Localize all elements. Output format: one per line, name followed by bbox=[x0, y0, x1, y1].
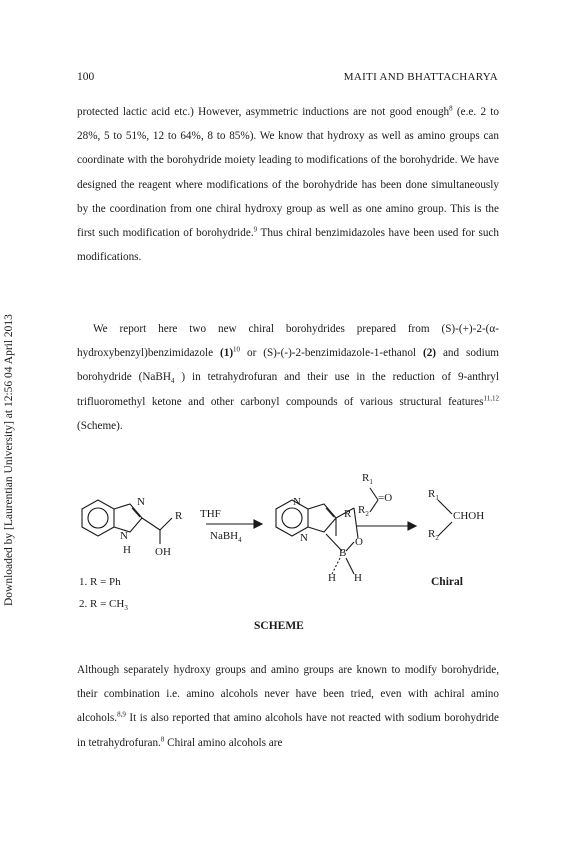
reagent-text: NaBH bbox=[210, 530, 239, 542]
aromatic-circle-right bbox=[282, 508, 302, 528]
atom-n2: N bbox=[293, 496, 301, 508]
text-run: Thus chiral benzimidazoles have been used for such modifications. bbox=[77, 227, 499, 264]
boron-h1: H bbox=[328, 572, 336, 584]
product-r1 bbox=[428, 488, 439, 503]
subscript: 1 bbox=[435, 494, 439, 503]
imidazole-ring-left bbox=[114, 504, 142, 532]
page-number: 100 bbox=[77, 71, 95, 83]
subscript: 4 bbox=[238, 536, 242, 545]
atom-text: R bbox=[428, 488, 436, 500]
atom-text: R bbox=[362, 472, 370, 484]
compound-1-label: 1. R = Ph bbox=[79, 576, 121, 588]
text-run: (Scheme). bbox=[77, 419, 123, 432]
aromatic-circle-left bbox=[88, 508, 108, 528]
compound-ref: (2) bbox=[422, 347, 437, 360]
citation-ref: 8,9 bbox=[117, 710, 126, 719]
paragraph-1 bbox=[77, 100, 499, 269]
atom-b: B bbox=[339, 547, 347, 559]
atom-text: R bbox=[358, 504, 366, 516]
ketone-oxygen: =O bbox=[378, 492, 393, 504]
compound-ref: (1) bbox=[220, 347, 234, 360]
text-run: Although separately hydroxy groups and amino groups are known to modify borohydride, their combination i.e. amino alcohols never have been tried, even with achiral amino alcohols. bbox=[77, 664, 499, 725]
atom-n3: N bbox=[300, 532, 308, 544]
atom-r: R bbox=[175, 510, 183, 522]
atom-text: R bbox=[428, 528, 436, 540]
paragraph-3-text bbox=[77, 658, 499, 755]
ketone-r1 bbox=[362, 472, 373, 487]
paragraph-1-text bbox=[77, 100, 499, 269]
text-run: We report here two new chiral borohydrides prepared from (S)-(+)-2-(α-hydroxybenzyl)benzimidazole bbox=[77, 323, 499, 360]
atom-n-h: N bbox=[120, 530, 128, 542]
paragraph-3 bbox=[77, 658, 499, 755]
atom-o: O bbox=[355, 536, 363, 548]
compound-2-label bbox=[79, 598, 128, 613]
atom-oh: OH bbox=[155, 546, 171, 558]
subscript: 4 bbox=[170, 377, 175, 386]
subscript: 2 bbox=[435, 534, 439, 543]
ketone-r2 bbox=[358, 504, 369, 519]
citation-ref: 8 bbox=[449, 104, 453, 113]
product-r2 bbox=[428, 528, 439, 543]
atom-h: H bbox=[123, 544, 131, 556]
imidazole-ring-right bbox=[308, 504, 336, 532]
chiral-label: Chiral bbox=[431, 576, 463, 588]
running-head: MAITI AND BHATTACHARYA bbox=[343, 71, 498, 83]
boron-h2: H bbox=[354, 572, 362, 584]
compound-text: 2. R = CH bbox=[79, 598, 125, 610]
text-run: Chiral amino alcohols are bbox=[164, 736, 283, 749]
subscript: 3 bbox=[124, 604, 128, 613]
benzene-ring-left bbox=[82, 500, 114, 536]
text-run: ) in tetrahydrofuran and their use in the reduction of 9-anthryl trifluoromethyl ketone and other carbonyl compounds of various structural features bbox=[77, 371, 499, 408]
citation-ref: 10 bbox=[233, 345, 241, 354]
text-run: and sodium borohydride (NaBH bbox=[77, 347, 499, 384]
product-chohl: CHOH bbox=[453, 510, 485, 522]
citation-ref: 8 bbox=[160, 734, 165, 743]
download-side-note: Downloaded by [Laurentian University] at 12:56 04 April 2013 bbox=[3, 314, 15, 606]
text-run: (e.e. 2 to 28%, 5 to 51%, 12 to 64%, 8 to 85%). We know that hydroxy as well as amino groups can coordinate with the borohydride moiety leading to modifications of the borohydride. We have designed the reagent where modifications of the borohydride has been done simultaneously by the coordination from one chiral hydroxy group as well as one amino group. This is the first such modification of borohydride. bbox=[77, 106, 500, 240]
reaction-scheme bbox=[60, 458, 520, 648]
paragraph-2 bbox=[77, 317, 499, 438]
atom-r2: R bbox=[344, 508, 352, 520]
subscript: 2 bbox=[365, 510, 369, 519]
text-run: or (S)-(-)-2-benzimidazole-1-ethanol bbox=[240, 347, 423, 360]
citation-ref: 11,12 bbox=[483, 393, 499, 402]
chain-bond-left bbox=[142, 518, 160, 530]
scheme-title: SCHEME bbox=[254, 620, 304, 632]
reagent-thf: THF bbox=[200, 508, 221, 520]
subscript: 1 bbox=[369, 478, 373, 487]
citation-ref: 9 bbox=[253, 225, 258, 234]
text-run: It is also reported that amino alcohols have not reacted with sodium borohydride in tetrahydrofuran. bbox=[77, 712, 499, 749]
benzene-ring-right bbox=[276, 500, 308, 536]
atom-n: N bbox=[137, 496, 145, 508]
paragraph-2-text bbox=[77, 317, 499, 438]
reagent-nabh4 bbox=[210, 530, 242, 545]
text-run: protected lactic acid etc.) However, asymmetric inductions are not good enough bbox=[77, 106, 450, 118]
